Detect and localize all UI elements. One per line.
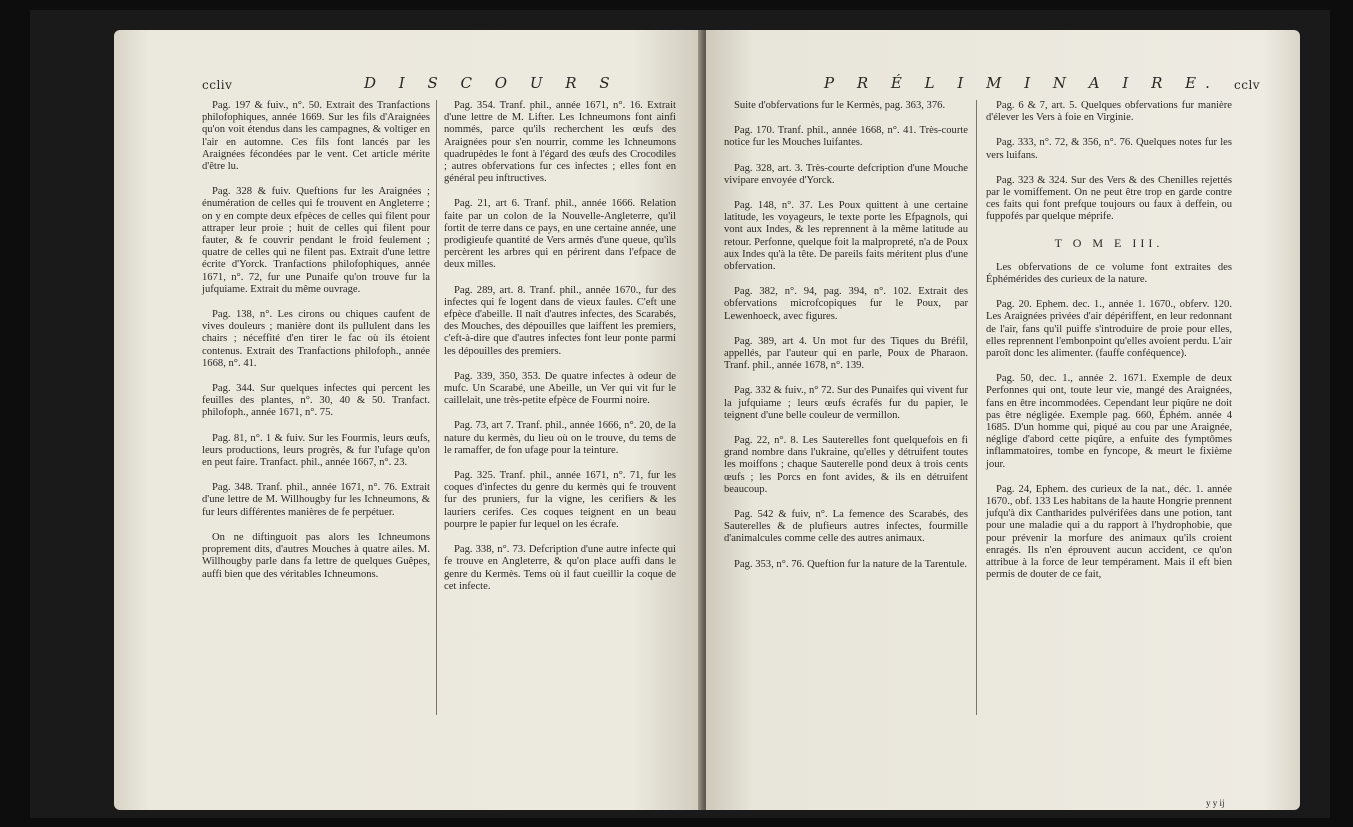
paragraph: Pag. 542 & fuiv, n°. La femence des Scarabés, des Sauterelles & de plufieurs autres infectes, fourmille d'animalcules comme celle des autres animaux. [724,509,968,545]
paragraph: Pag. 197 & fuiv., n°. 50. Extrait des Tranfactions philofophiques, année 1669. Sur les fils d'Araignées qu'on voit étendus dans les campagnes, & voltiger en l'air en automne. Ces fils font lancés par les Araignées fécondées par le vent. Cet article mérite d'être lu. [202,100,430,173]
paragraph: Pag. 81, n°. 1 & fuiv. Sur les Fourmis, leurs œufs, leurs productions, leurs progrès, & fur l'ufage qu'on en peut faire. Tranfact. phil., année 1667, n°. 23. [202,432,430,469]
paragraph: Pag. 344. Sur quelques infectes qui percent les feuilles des plantes, n°. 30, 40 & 50. Tranfact. philofoph., année 1671, n°. 75. [202,383,430,419]
paragraph: Pag. 138, n°. Les cirons ou chiques caufent de vives douleurs ; manière dont ils pullulent dans les chairs ; néceffité d'en tirer le fac où ils étoient contenus. Extrait des Tranfactions philofoph., année 1668, n°. 41. [202,309,430,369]
paragraph: Pag. 338, n°. 73. Defcription d'une autre infecte qui fe trouve en Angleterre, & qu'on place auffi dans le genre du Kermès. Tems où il faut cueillir la coque de cet infecte. [444,544,676,592]
paragraph: Pag. 50, dec. 1., année 2. 1671. Exemple de deux Perfonnes qui ont, toute leur vie, mangé des Araignées, fans en être incommodées. Cependant leur piqûre ne doit pas être négligée. Exemple pag. 660, Éphém. année 4 1685. D'un homme qui, piqué au cou par une Araignée, néglige d'abord cette piqûre, a enfuite des fymptômes inflammatoires, tombe en fyncope, & meurt le fixième jour. [986,373,1232,470]
paragraph: Pag. 389, art 4. Un mot fur des Tiques du Bréfil, appellés, par l'auteur qui en parle, Poux de Pharaon. Tranf. phil., année 1678, n°. 139. [724,335,968,372]
left-running-title: D I S C O U R S [364,74,619,92]
paragraph: Pag. 21, art 6. Tranf. phil., année 1666. Relation faite par un colon de la Nouvelle-Angleterre, qu'il fortit de terre dans ce pays, en une certaine année, une prodigieufe quantité de Vers armés d'une queue, qu'ils percèrent les arbres qui en périrent dans l'efpace de deux milles. [444,198,676,271]
left-column-2 [444,100,676,606]
paragraph: Pag. 353, n°. 76. Queftion fur la nature de la Tarentule. [734,558,968,570]
right-column-2 [986,100,1232,595]
paragraph: Les obfervations de ce volume font extraites des Éphémérides des curieux de la nature. [986,261,1232,286]
left-page [114,30,704,810]
paragraph: Suite d'obfervations fur le Kermès, pag. 363, 376. [734,100,946,111]
right-page [706,30,1300,810]
left-column-1 [202,100,430,594]
paragraph: Pag. 333, n°. 72, & 356, n°. 76. Quelques notes fur les vers luifans. [986,137,1232,161]
paragraph: Pag. 20. Ephem. dec. 1., année 1. 1670., obferv. 120. Les Araignées privées d'air dépériffent, en leur redonnant de l'air, fans qu'il puiffe s'introduire de proie pour elles, elles reprennent l'embonpoint qu'elles avoient perdu. L'air paroît donc les alimenter. (fauffe conféquence). [986,299,1232,360]
paragraph: Pag. 73, art 7. Tranf. phil., année 1666, n°. 20, de la nature du kermès, du lieu où on le trouve, du tems de le ramaffer, de fon ufage pour la teinture. [444,420,676,456]
paragraph: Pag. 332 & fuiv., n° 72. Sur des Punaifes qui vivent fur la jufquiame ; leurs œufs écrafés fur du papier, le teignent d'une belle couleur de vermillon. [724,385,968,421]
tome-heading: T O M E III. [1054,235,1164,250]
right-column-1 [724,100,968,584]
paragraph: Pag. 6 & 7, art. 5. Quelques obfervations fur manière d'élever les Vers à foie en Virginie. [986,100,1232,124]
paragraph: Pag. 289, art. 8. Tranf. phil., année 1670., fur des infectes qui fe logent dans de vieux faules. C'eft une efpèce d'abeille. Il naît d'autres infectes, des Scarabés, des Mouches, des dépouilles que laiffent les premiers, c'eft-à-dire que d'autres infectes font leur ponte parmi les dépouilles des premiers. [444,284,676,357]
paragraph: Pag. 24, Ephem. des curieux de la nat., déc. 1. année 1670., obf. 133 Les habitans de la haute Hongrie prennent jufqu'à dix Cantharides pulvérifées dans une potion, tant pour une maladie qui a du rapport à l'hydrophobie, que pour prévenir la morfure des animaux qu'ils croient enragés. Ils n'en éprouvent aucun accident, ce qu'on attribue à la force de leur tempérament. Mais il eft bien permis de douter de ce fait, [986,483,1232,581]
right-page-number: cclv [1234,78,1261,92]
paragraph: Pag. 354. Tranf. phil., année 1671, n°. 16. Extrait d'une lettre de M. Lifter. Les Ichneumons font ainfi nommés, parce qu'ils recherchent les œufs des Araignées pour s'en nourrir, comme les Ichneumons quadrupèdes le font à l'égard des œufs des Crocodiles ; autres obfervations fur ces infectes ; elles font en général peu inftructives. [444,100,676,185]
column-rule [436,100,437,715]
left-page-number: ccliv [202,78,233,92]
paragraph: Pag. 339, 350, 353. De quatre infectes à odeur de mufc. Un Scarabé, une Abeille, un Ver qui vit fur le caillelait, une très-petite efpèce de Fourmi noire. [444,370,676,407]
signature-mark: y y ij [1206,798,1225,808]
paragraph: Pag. 323 & 324. Sur des Vers & des Chenilles rejettés par le vomiffement. On ne peut être trop en garde contre ces faits qui font prefque toujours ou faux à deffein, ou fuppofés par quelque méprife. [986,174,1232,223]
paragraph: On ne diftinguoit pas alors les Ichneumons proprement dits, d'autres Mouches à quatre ailes. M. Willhougby parle dans fa lettre de quelques Guêpes, auffi bien que des véritables Ichneumons. [202,531,430,580]
paragraph: Pag. 22, n°. 8. Les Sauterelles font quelquefois en fi grand nombre dans l'ukraine, qu'elles y détruifent toutes les moiffons ; chaque Sauterelle pond deux à trois cents œufs ; les Porcs en font avides, & ils en détruifent beaucoup. [724,435,968,495]
paragraph: Pag. 328 & fuiv. Queftions fur les Araignées ; énumération de celles qui fe trouvent en Angleterre ; on y en compte deux efpèces de celles qui filent pour attraper leur proie ; huit de celles qui filent pour fauter, & fe couvrir pendant le froid feulement ; quatre de celles qui ne filent pas. Extrait d'une lettre écrite d'Yorck. Tranfactions philofophiques, année 1671, n°. 72, fur une Punaife qu'on trouve fur la jufquiame. Extrait du même ouvrage. [202,186,430,295]
paragraph: Pag. 325. Tranf. phil., année 1671, n°. 71, fur les coques d'infectes du genre du kermès qui fe trouvent fur des pruniers, fur la vigne, les cerifiers & les lauriers cerifes. Ces coques teignent en un beau pourpre le papier fur lequel on les écrafe. [444,470,676,530]
paragraph: Pag. 348. Tranf. phil., année 1671, n°. 76. Extrait d'une lettre de M. Willhougby fur les Ichneumons, & fur leurs différentes manières de fe perpétuer. [202,482,430,518]
paragraph: Pag. 328, art. 3. Très-courte defcription d'une Mouche vivipare envoyée d'Yorck. [724,162,968,186]
column-rule [976,100,977,715]
right-running-title: P R É L I M I N A I R E. [824,74,1219,92]
paragraph: Pag. 170. Tranf. phil., année 1668, n°. 41. Très-courte notice fur les Mouches luifantes. [724,125,968,149]
paragraph: Pag. 148, n°. 37. Les Poux quittent à une certaine latitude, les voyageurs, le texte porte les Efpagnols, qui vont aux Indes, & les reprennent à la même latitude au retour. Perfonne, quelque foit la malpropreté, n'a de Poux aux Indes qu'à la tête. De pareils faits méritent plus d'une obfervation. [724,200,968,273]
paragraph: Pag. 382, n°. 94, pag. 394, n°. 102. Extrait des obfervations microfcopiques fur le Poux, par Lewenhoeck, avec figures. [724,286,968,322]
book-spread [30,10,1330,818]
